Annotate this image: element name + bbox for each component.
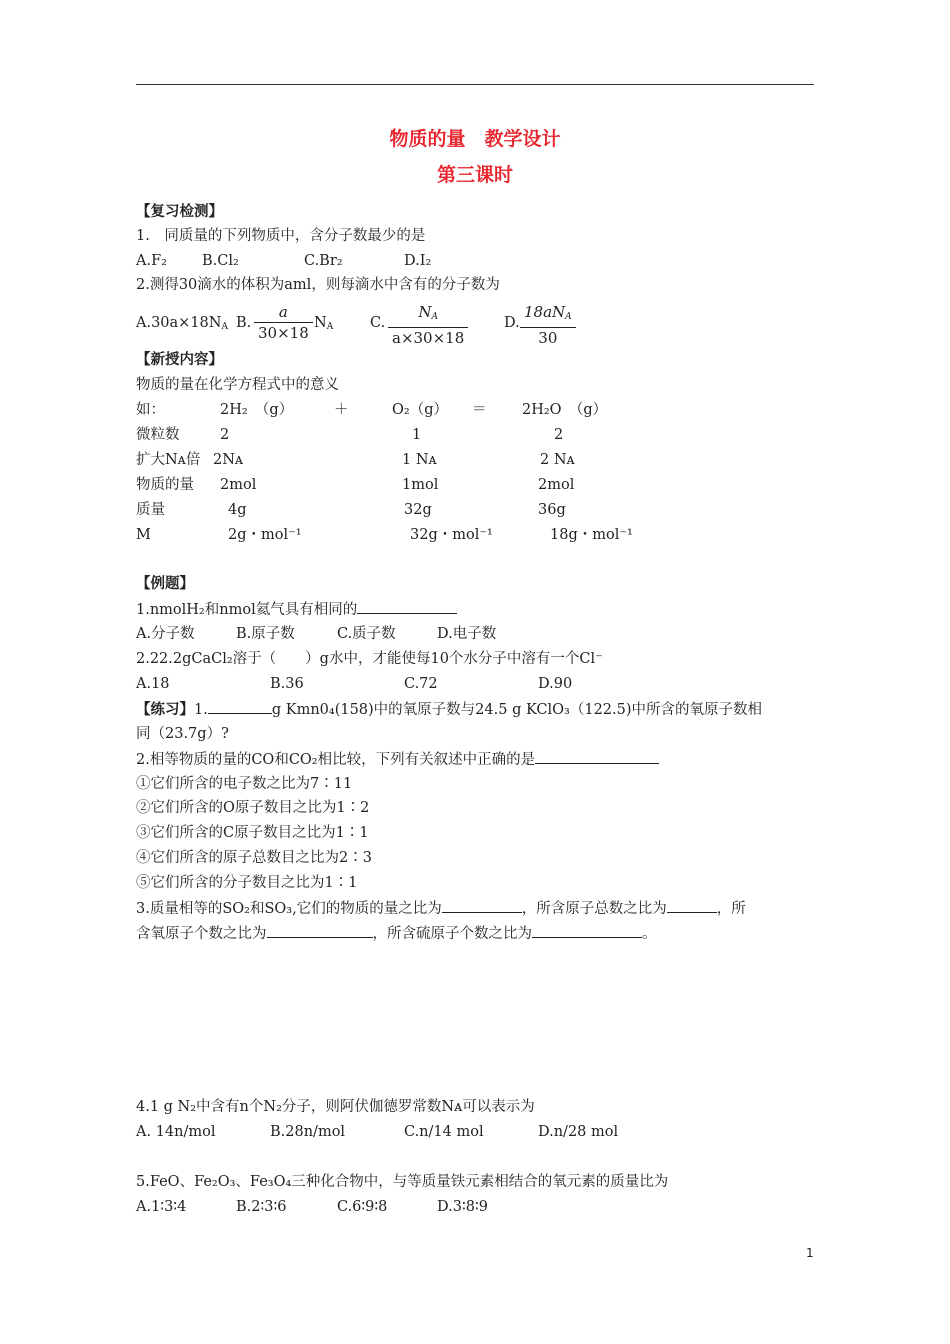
eq-row-5-h2: 2g・mol⁻¹ bbox=[228, 527, 302, 543]
review-q2-option-b-tail: $N_A$ bbox=[314, 315, 334, 332]
review-q2-option-c-label: C. bbox=[370, 315, 386, 331]
eq-row-0-h2: 2H₂ （g） bbox=[220, 402, 294, 418]
page-number: 1 bbox=[806, 1246, 814, 1260]
review-q2-option-b-fraction: $\frac{a}{30\times 18}$ bbox=[254, 302, 313, 343]
practice-q1-line2: 同（23.7g）? bbox=[136, 726, 229, 742]
example-q2: 2.22.2gCaCl₂溶于（ ）g水中，才能使每10个水分子中溶有一个Cl⁻ bbox=[136, 651, 603, 667]
practice-q5-option-d: D.3∶8∶9 bbox=[437, 1199, 488, 1215]
practice-q5: 5.FeO、Fe₂O₃、Fe₃O₄三种化合物中，与等质量铁元素相结合的氧元素的质量比为 bbox=[136, 1174, 669, 1190]
practice-q3-blank-3[interactable] bbox=[267, 923, 373, 938]
practice-q3-line2: 含氧原子个数之比为 ，所含硫原子个数之比为 。 bbox=[136, 923, 657, 944]
practice-q4-option-d: D.n/28 mol bbox=[538, 1124, 619, 1140]
practice-q2-blank[interactable] bbox=[535, 749, 659, 764]
review-header: 【复习检测】 bbox=[136, 204, 223, 220]
eq-plus: ＋ bbox=[334, 402, 349, 418]
eq-row-4-h2: 4g bbox=[228, 502, 247, 518]
example-q1-option-c: C.质子数 bbox=[337, 626, 396, 642]
example-q1-option-a: A.分子数 bbox=[136, 626, 195, 642]
practice-q3-line1: 3.质量相等的SO₂和SO₃,它们的物质的量之比为 ，所含原子总数之比为 ，所 bbox=[136, 898, 746, 919]
eq-row-3-h2o: 2mol bbox=[538, 477, 575, 493]
eq-row-3-h2: 2mol bbox=[220, 477, 257, 493]
page-title: 物质的量 教学设计 bbox=[389, 128, 561, 150]
example-q1-option-d: D.电子数 bbox=[437, 626, 497, 642]
example-q2-option-c: C.72 bbox=[404, 676, 438, 692]
eq-row-3-o2: 1mol bbox=[402, 477, 439, 493]
review-q1-option-d: D.I₂ bbox=[404, 253, 432, 269]
example-q1-blank[interactable] bbox=[357, 599, 457, 614]
practice-q4-option-b: B.28n/mol bbox=[270, 1124, 346, 1140]
practice-q3-blank-1[interactable] bbox=[442, 898, 522, 913]
eq-row-2-label: 扩大Nᴀ倍 bbox=[136, 452, 201, 468]
practice-q4-option-c: C.n/14 mol bbox=[404, 1124, 484, 1140]
examples-header: 【例题】 bbox=[136, 576, 194, 592]
review-q2-option-a: $A.30a\times 18N_A$ bbox=[136, 315, 228, 332]
new-header: 【新授内容】 bbox=[136, 352, 223, 368]
eq-row-2-h2: 2Nᴀ bbox=[213, 452, 244, 468]
review-q2-option-c-fraction: $\frac{N_A}{a\times 30\times 18}$ bbox=[388, 302, 468, 348]
review-q2-option-d-label: D. bbox=[504, 315, 520, 331]
eq-row-0-o2: O₂（g） bbox=[392, 402, 448, 418]
practice-q5-option-b: B.2∶3∶6 bbox=[236, 1199, 287, 1215]
practice-q2-item-1: ①它们所含的电子数之比为7∶11 bbox=[136, 776, 353, 792]
eq-row-2-o2: 1 Nᴀ bbox=[402, 452, 437, 468]
review-q2: 2.测得30滴水的体积为aml，则每滴水中含有的分子数为 bbox=[136, 277, 500, 293]
example-q2-option-a: A.18 bbox=[136, 676, 170, 692]
practice-q5-option-c: C.6∶9∶8 bbox=[337, 1199, 388, 1215]
eq-row-4-label: 质量 bbox=[136, 502, 165, 518]
review-q1-option-b: B.Cl₂ bbox=[202, 253, 239, 269]
eq-row-1-h2o: 2 bbox=[554, 427, 564, 443]
practice-q3-blank-2[interactable] bbox=[667, 898, 717, 913]
practice-q2: 2.相等物质的量的CO和CO₂相比较，下列有关叙述中正确的是 bbox=[136, 749, 659, 770]
eq-row-5-o2: 32g・mol⁻¹ bbox=[410, 527, 493, 543]
eq-equals: ＝ bbox=[472, 402, 487, 418]
eq-row-3-label: 物质的量 bbox=[136, 477, 194, 493]
eq-row-1-h2: 2 bbox=[220, 427, 230, 443]
eq-row-1-o2: 1 bbox=[412, 427, 422, 443]
eq-row-4-h2o: 36g bbox=[538, 502, 566, 518]
practice-q2-item-5: ⑤它们所含的分子数目之比为1∶1 bbox=[136, 875, 358, 891]
eq-row-1-label: 微粒数 bbox=[136, 427, 180, 443]
eq-row-5-h2o: 18g・mol⁻¹ bbox=[550, 527, 633, 543]
example-q2-option-d: D.90 bbox=[538, 676, 573, 692]
new-intro: 物质的量在化学方程式中的意义 bbox=[136, 377, 339, 393]
practice-q2-item-4: ④它们所含的原子总数目之比为2∶3 bbox=[136, 850, 372, 866]
review-q2-option-d-fraction: $18aN_A$ 30 bbox=[520, 302, 576, 348]
practice-q4: 4.1 g N₂中含有n个N₂分子，则阿伏伽德罗常数Nᴀ可以表示为 bbox=[136, 1099, 535, 1115]
example-q1: 1.nmolH₂和nmol氦气具有相同的 bbox=[136, 599, 457, 620]
eq-row-0-h2o: 2H₂O （g） bbox=[522, 402, 608, 418]
review-q2-option-b-label: B. bbox=[236, 315, 252, 331]
example-q1-option-b: B.原子数 bbox=[236, 626, 295, 642]
eq-row-4-o2: 32g bbox=[404, 502, 432, 518]
practice-q4-option-a: A. 14n/mol bbox=[136, 1124, 216, 1140]
page-subtitle: 第三课时 bbox=[436, 164, 513, 186]
practice-q1-line1: 【练习】1. g Kmn0₄(158)中的氧原子数与24.5 g KClO₃（122.5)中所含的氧原子数相 bbox=[136, 699, 762, 720]
eq-row-2-h2o: 2 Nᴀ bbox=[540, 452, 575, 468]
practice-q1-blank[interactable] bbox=[208, 699, 272, 714]
review-q1-option-c: C.Br₂ bbox=[304, 253, 343, 269]
review-q1: 1. 同质量的下列物质中，含分子数最少的是 bbox=[136, 228, 426, 244]
eq-row-0-label: 如： bbox=[136, 402, 165, 418]
example-q2-option-b: B.36 bbox=[270, 676, 304, 692]
practice-q5-option-a: A.1∶3∶4 bbox=[136, 1199, 187, 1215]
practice-q3-blank-4[interactable] bbox=[532, 923, 642, 938]
practice-q2-item-2: ②它们所含的O原子数目之比为1∶2 bbox=[136, 800, 370, 816]
practice-q2-item-3: ③它们所含的C原子数目之比为1∶1 bbox=[136, 825, 369, 841]
review-q1-option-a: A.F₂ bbox=[136, 253, 167, 269]
eq-row-5-label: M bbox=[136, 527, 151, 543]
header-rule bbox=[136, 84, 814, 85]
